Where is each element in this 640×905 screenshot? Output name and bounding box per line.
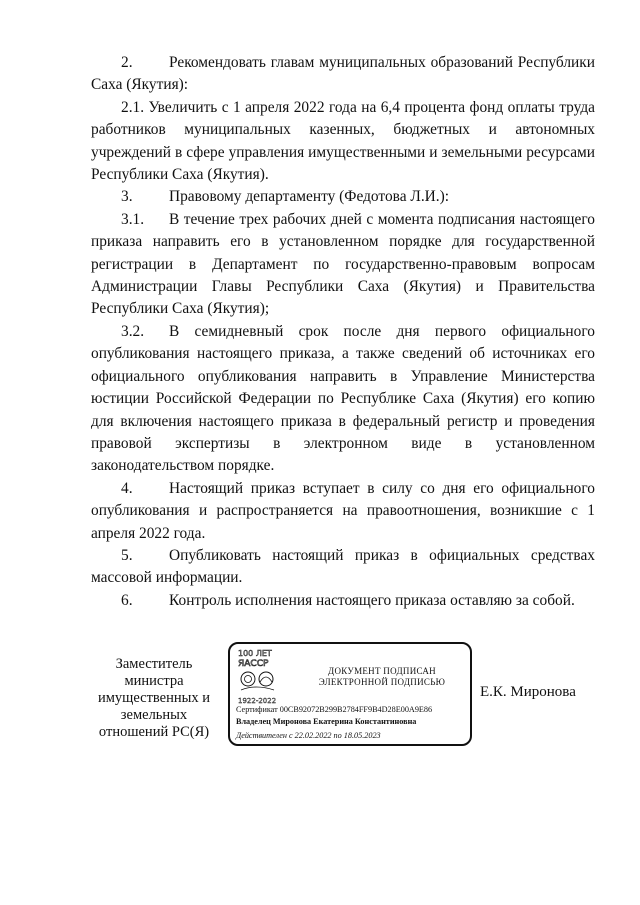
- stamp-validity: Действителен с 22.02.2022 по 18.05.2023: [236, 731, 381, 740]
- paragraph-5: 5. Опубликовать настоящий приказ в официальных средствах массовой информации.: [91, 546, 595, 587]
- document-body: [91, 52, 595, 612]
- logo-mid-text: ЯАССР: [238, 659, 269, 669]
- paragraph-4: 4. Настоящий приказ вступает в силу со дня его официального опубликования и распространяется на правоотношения, возникшие с 1 апреля 2022 года.: [91, 479, 595, 542]
- paragraph-2-1: 2.1. Увеличить с 1 апреля 2022 года на 6,4 процента фонд оплаты труда работников муниципальных казенных, бюджетных и автономных учреждений в сфере управления имущественными и земельными ресурсами Республики Саха (Якутия).: [91, 98, 595, 184]
- stamp-header: ДОКУМЕНТ ПОДПИСАН ЭЛЕКТРОННОЙ ПОДПИСЬЮ: [318, 666, 446, 687]
- paragraph-3: 3. Правовому департаменту (Федотова Л.И.):: [121, 188, 450, 206]
- signature-block: [0, 640, 640, 760]
- signer-name: Е.К. Миронова: [480, 684, 576, 700]
- paragraph-3-2: 3.2. В семидневный срок после дня первого официального опубликования настоящего приказа, а также сведений об источниках его официального опубликования направить в Управление Министерства юстиции Российской Федерации по Республике Саха (Якутия) его копию для включения настоящего приказа в федеральный регистр и проведения правовой экспертизы в электронном виде в установленном законодательством порядке.: [91, 322, 595, 475]
- electronic-signature-stamp: [228, 642, 472, 746]
- logo-top-text: 100 ЛЕТ: [238, 649, 272, 658]
- paragraph-2: 2. Рекомендовать главам муниципальных образований Республики Саха (Якутия):: [91, 54, 595, 94]
- paragraph-3-1: 3.1. В течение трех рабочих дней с момента подписания настоящего приказа направить его в установленном порядке для государственной регистрации в Департамент по государственно-правовым вопросам Администрации Главы Республики Саха (Якутия) и Правительства Республики Саха (Якутия);: [91, 210, 595, 318]
- anniversary-emblem-icon: [236, 648, 290, 706]
- signer-position: Заместитель министра имущественных и земельных отношений РС(Я): [97, 656, 210, 740]
- stamp-certificate: Сертификат 00CB92072B299B2784FF9B4D28E00A9E86: [236, 705, 433, 714]
- stamp-owner: Владелец Миронова Екатерина Константиновна: [236, 717, 417, 726]
- logo-years-text: 1922-2022: [238, 697, 277, 705]
- paragraph-6: 6. Контроль исполнения настоящего приказа оставляю за собой.: [121, 591, 575, 609]
